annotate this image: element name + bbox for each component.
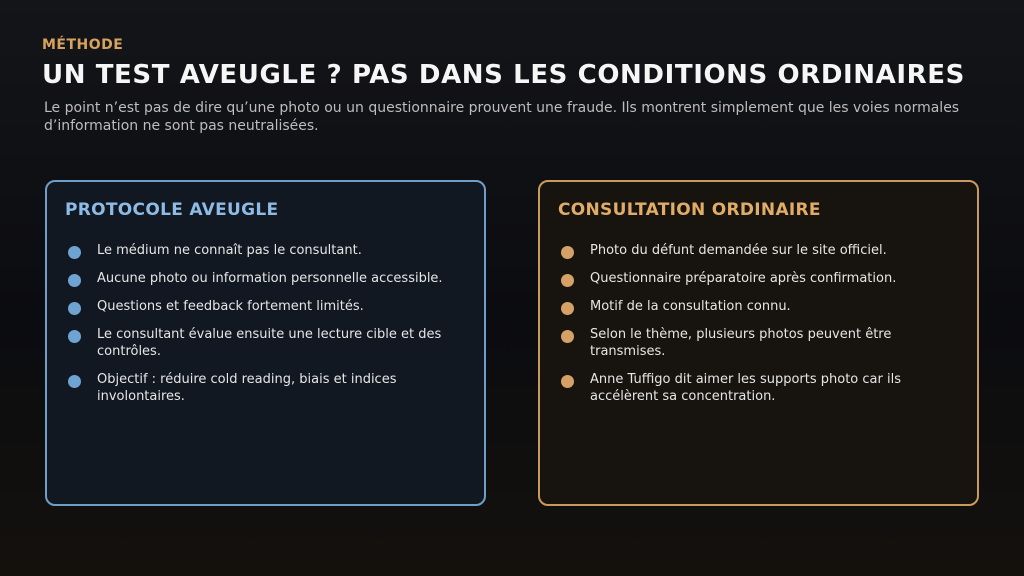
list-item: [65, 298, 466, 315]
bullet-dot-icon: [68, 274, 81, 287]
bullet-dot-icon: [561, 330, 574, 343]
list-item: [558, 270, 959, 287]
list-item: [65, 270, 466, 287]
bullet-dot-icon: [68, 330, 81, 343]
list-item: [558, 326, 959, 360]
list-item-text: Aucune photo ou information personnelle accessible.: [97, 271, 443, 286]
list-item: [558, 242, 959, 259]
list-item-text: Selon le thème, plusieurs photos peuvent être transmises.: [590, 327, 892, 359]
list-item-text: Photo du défunt demandée sur le site officiel.: [590, 243, 887, 258]
list-item-text: Le médium ne connaît pas le consultant.: [97, 243, 362, 258]
list-item-text: Objectif : réduire cold reading, biais et indices involontaires.: [97, 372, 397, 404]
bullet-dot-icon: [68, 375, 81, 388]
bullet-dot-icon: [68, 302, 81, 315]
list-item: [65, 242, 466, 259]
list-item-text: Questions et feedback fortement limités.: [97, 299, 364, 314]
list-item: [558, 371, 959, 405]
list-item: [558, 298, 959, 315]
bullet-list: [558, 242, 959, 405]
list-item: [65, 371, 466, 405]
list-item-text: Le consultant évalue ensuite une lecture cible et des contrôles.: [97, 327, 442, 359]
card-consultation-ordinaire: [538, 180, 979, 506]
bullet-dot-icon: [561, 274, 574, 287]
page-subtitle: Le point n’est pas de dire qu’une photo ou un questionnaire prouvent une fraude. Ils montrent simplement que les voies normales d’information ne sont pas neutralisées.: [44, 100, 960, 134]
bullet-dot-icon: [68, 246, 81, 259]
bullet-dot-icon: [561, 246, 574, 259]
eyebrow-label: MÉTHODE: [42, 37, 124, 53]
list-item-text: Questionnaire préparatoire après confirmation.: [590, 271, 897, 286]
card-title: CONSULTATION ORDINAIRE: [558, 200, 821, 220]
bullet-dot-icon: [561, 375, 574, 388]
bullet-dot-icon: [561, 302, 574, 315]
list-item-text: Motif de la consultation connu.: [590, 299, 791, 314]
page-title: UN TEST AVEUGLE ? PAS DANS LES CONDITIONS ORDINAIRES: [42, 60, 965, 90]
card-protocole-aveugle: [45, 180, 486, 506]
card-title: PROTOCOLE AVEUGLE: [65, 200, 279, 220]
list-item-text: Anne Tuffigo dit aimer les supports photo car ils accélèrent sa concentration.: [590, 372, 901, 404]
list-item: [65, 326, 466, 360]
bullet-list: [65, 242, 466, 405]
